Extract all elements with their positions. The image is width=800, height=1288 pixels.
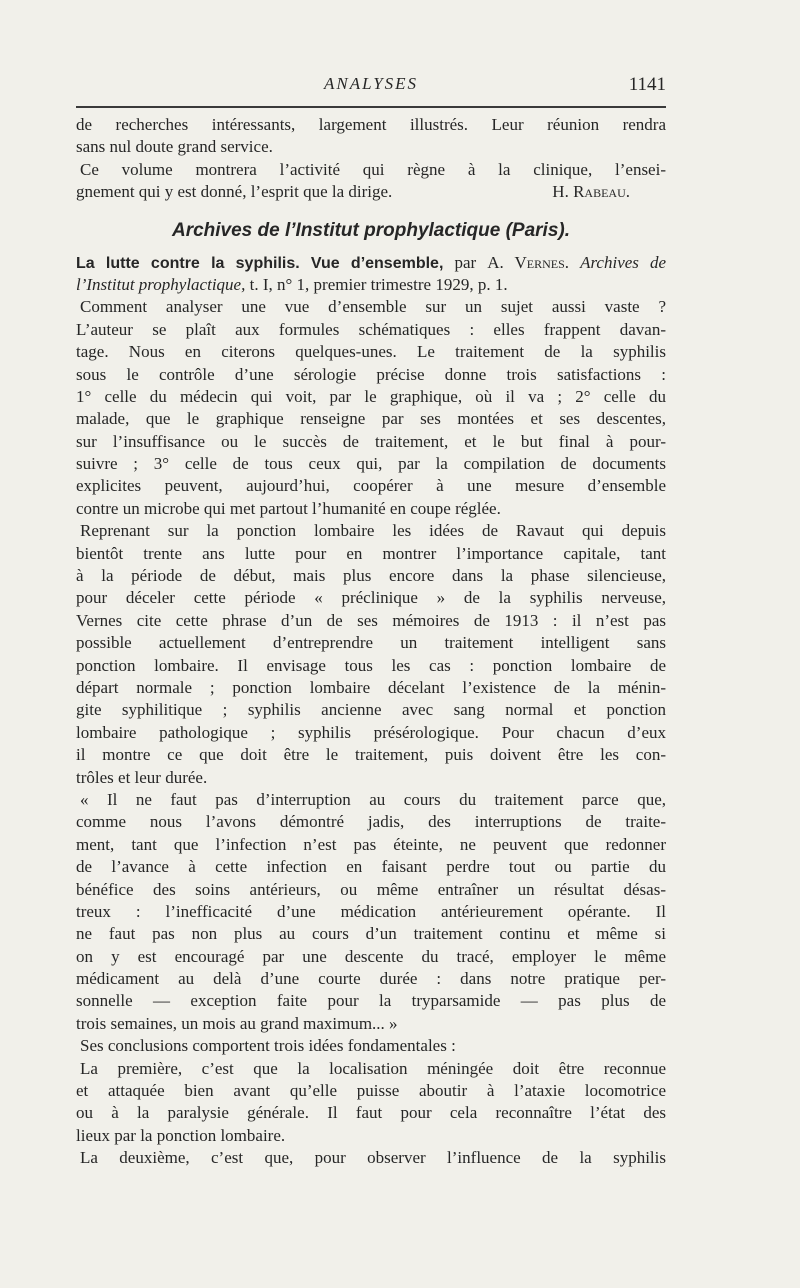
text-line: Comment analyser une vue d’ensemble sur un sujet aussi vaste ? <box>80 297 666 317</box>
text-line: on y est encouragé par une descente du tracé, employer le même <box>76 946 666 966</box>
quotation-paragraph <box>76 789 666 1035</box>
citation-par: par <box>454 252 477 272</box>
text-line: possible actuellement d’entreprendre un traitement intelligent sans <box>76 633 666 653</box>
text-line: La première, c’est que la localisation méningée doit être reconnue <box>80 1058 666 1078</box>
text-line: ou à la paralysie générale. Il faut pour cela reconnaître l’état des <box>76 1103 666 1123</box>
intro-paragraph <box>76 114 666 204</box>
text-line: malade, que le graphique renseigne par ses montées et ses descentes, <box>76 409 666 429</box>
article-author: A. Vernes. <box>487 252 570 272</box>
text-line: ponction lombaire. Il envisage tous les cas : ponction lombaire de <box>76 655 666 675</box>
citation-line <box>76 274 666 296</box>
journal-name: Archives de <box>580 252 666 272</box>
article-citation <box>76 252 666 297</box>
text-line: de l’avance à cette infection en faisant perdre tout ou partie du <box>76 857 666 877</box>
text-line: trois semaines, un mois au grand maximum... » <box>76 1013 398 1033</box>
section-heading: Archives de l’Institut prophylactique (Paris). <box>171 219 571 241</box>
text-line: départ normale ; ponction lombaire décelant l’existence de la ménin- <box>76 677 666 697</box>
citation-line <box>76 252 666 274</box>
text-line: tage. Nous en citerons quelques-unes. Le traitement de la syphilis <box>76 342 666 362</box>
body-text <box>76 114 666 1170</box>
text-line: ment, tant que l’infection n’est pas éteinte, ne peuvent que redonner <box>76 834 666 854</box>
text-line: et attaquée bien avant qu’elle puisse aboutir à l’ataxie locomotrice <box>76 1081 666 1101</box>
text-line: sonnelle — exception faite pour la tryparsamide — pas plus de <box>76 991 666 1011</box>
text-line: il montre ce que doit être le traitement, puis doivent être les con- <box>76 745 666 765</box>
text-line: Ses conclusions comportent trois idées fondamentales : <box>80 1036 456 1056</box>
text-line: Reprenant sur la ponction lombaire les idées de Ravaut qui depuis <box>80 521 666 541</box>
running-title: ANALYSES <box>323 74 419 93</box>
text-line: bénéfice des soins antérieurs, ou même entraîner un résultat désas- <box>76 879 666 899</box>
paragraph <box>76 1058 666 1148</box>
text-line: sans nul doute grand service. <box>76 137 273 157</box>
page-header <box>76 72 666 102</box>
text-line: lombaire pathologique ; syphilis présérologique. Pour chacun d’eux <box>76 722 666 742</box>
text-line: gite syphilitique ; syphilis ancienne avec sang normal et ponction <box>76 700 666 720</box>
paragraph <box>76 296 666 520</box>
citation-details: t. I, n° 1, premier trimestre 1929, p. 1. <box>249 274 508 294</box>
text-line: de recherches intéressants, largement illustrés. Leur réunion rendra <box>76 115 666 134</box>
text-line: La deuxième, c’est que, pour observer l’influence de la syphilis <box>80 1148 666 1168</box>
paragraph <box>76 1147 666 1169</box>
text-line: ne faut pas non plus au cours d’un traitement continu et même si <box>76 924 666 944</box>
text-line: suivre ; 3° celle de tous ceux qui, par la compilation de documents <box>76 454 666 474</box>
text-line: explicites peuvent, aujourd’hui, coopérer à une mesure d’ensemble <box>76 476 666 496</box>
text-line: comme nous l’avons démontré jadis, des interruptions de traite- <box>76 812 666 832</box>
text-line: Vernes cite cette phrase d’un de ses mémoires de 1913 : il n’est pas <box>76 610 666 630</box>
text-line: « Il ne faut pas d’interruption au cours du traitement parce que, <box>80 789 666 809</box>
text-line: à la période de début, mais plus encore dans la phase silencieuse, <box>76 566 666 586</box>
text-line: bientôt trente ans lutte pour en montrer l’importance capitale, tant <box>76 543 666 563</box>
text-line: 1° celle du médecin qui voit, par le graphique, où il va ; 2° celle du <box>76 386 666 406</box>
text-line: médicament au delà d’une courte durée : dans notre pratique per- <box>76 969 666 989</box>
text-line: L’auteur se plaît aux formules schématiques : elles frappent davan- <box>76 319 666 339</box>
paragraph <box>76 1035 666 1057</box>
text-line: sur l’insuffisance ou le succès de traitement, et le but final à pour- <box>76 431 666 451</box>
text-line: contre un microbe qui met partout l’humanité en coupe réglée. <box>76 498 501 518</box>
signature: H. Rabeau. <box>552 182 630 202</box>
page-number: 1141 <box>628 74 666 95</box>
text-line: treux : l’inefficacité d’une médication antérieurement opérante. Il <box>76 901 666 921</box>
text-line: sous le contrôle d’une sérologie précise donne trois satisfactions : <box>76 364 666 384</box>
text-line: trôles et leur durée. <box>76 767 208 787</box>
text-line <box>76 181 666 203</box>
article-title: La lutte contre la syphilis. Vue d’ensemble, <box>76 254 444 272</box>
paragraph <box>76 520 666 789</box>
header-rule <box>76 106 666 108</box>
text-line: pour déceler cette période « préclinique » de la syphilis nerveuse, <box>76 588 666 608</box>
text-line: Ce volume montrera l’activité qui règne à la clinique, l’ensei- <box>80 159 666 179</box>
text-fragment: gnement qui y est donné, l’esprit que la dirige. <box>76 182 393 202</box>
text-line: lieux par la ponction lombaire. <box>76 1125 286 1145</box>
journal-name: l’Institut prophylactique, <box>76 274 246 294</box>
